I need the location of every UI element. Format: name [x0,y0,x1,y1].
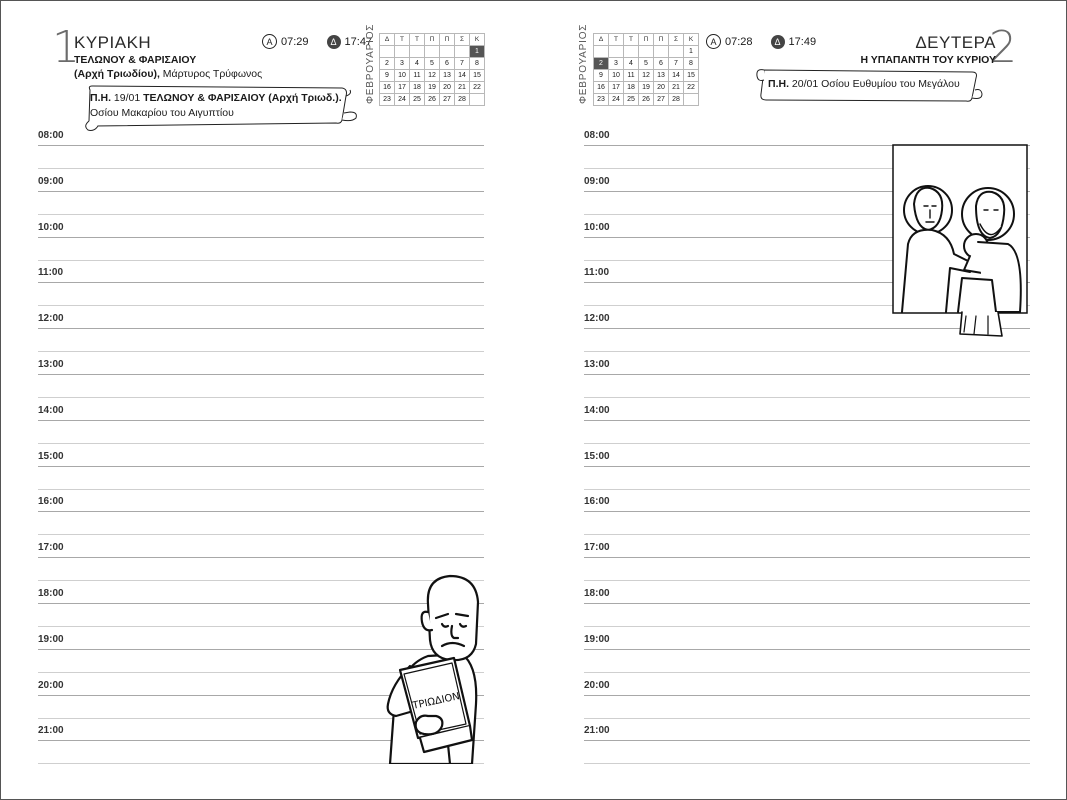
day-name: ΚΥΡΙΑΚΗ [74,33,152,52]
calendar-day-cell: 25 [410,94,425,106]
hour-rule [584,374,1030,375]
sunset-time: 17:47 [344,35,373,48]
hour-slot [38,357,484,403]
calendar-day-cell: 27 [440,94,455,106]
mini-calendar [593,33,699,106]
scroll-date: 19/01 [111,92,144,104]
calendar-day-cell: 22 [470,82,485,94]
calendar-day-cell: 14 [669,70,684,82]
calendar-day-cell: 6 [440,58,455,70]
priest-icon [380,574,480,764]
calendar-day-cell: 6 [654,58,669,70]
calendar-day-cell: 27 [654,94,669,106]
calendar-day-cell: 24 [609,94,624,106]
sunset-icon: Δ [771,35,785,49]
calendar-day-cell: 2 [594,58,609,70]
calendar-day-cell [410,46,425,58]
hour-label: 17:00 [38,542,64,554]
calendar-day-cell: 4 [624,58,639,70]
calendar-weekday-header: Σ [455,34,470,46]
calendar-day-cell: 19 [639,82,654,94]
hour-label: 15:00 [584,450,610,462]
half-hour-rule [38,397,484,398]
feast-subtitle-rest: Μάρτυρος Τρύφωνος [159,68,263,80]
month-label: ΦΕΒΡΟΥΑΡΙΟΣ [578,23,589,104]
calendar-day-cell: 10 [395,70,410,82]
calendar-day-cell: 12 [639,70,654,82]
calendar-day-cell: 7 [455,58,470,70]
scroll-banner [80,82,360,132]
calendar-weekday-header: Τ [395,34,410,46]
priest-illustration [380,574,480,764]
half-hour-rule [38,534,484,535]
hour-label: 08:00 [38,130,64,141]
day-name: ΔΕΥΤΕΡΑ [915,33,996,52]
hour-label: 14:00 [584,404,610,416]
half-hour-rule [584,626,1030,627]
hour-label: 08:00 [584,130,610,141]
hour-rule [584,695,1030,696]
scroll-banner [754,66,984,106]
calendar-weekday-header: Δ [380,34,395,46]
sunrise-icon: Α [262,34,277,49]
calendar-weekday-header: Κ [470,34,485,46]
hour-rule [38,145,484,146]
hour-rule [38,511,484,512]
scroll-line-1 [90,92,342,104]
calendar-day-cell [380,46,395,58]
scroll-line-1 [768,78,960,90]
calendar-day-cell: 21 [455,82,470,94]
hour-rule [38,282,484,283]
half-hour-rule [584,672,1030,673]
calendar-day-cell: 11 [624,70,639,82]
hour-label: 10:00 [584,221,610,233]
hour-rule [38,557,484,558]
hour-slot [38,174,484,220]
hour-label: 15:00 [38,450,64,462]
hour-label: 14:00 [38,404,64,416]
calendar-day-cell [654,46,669,58]
day-number: 2 [989,22,1017,73]
calendar-day-cell: 12 [425,70,440,82]
hour-slot [584,678,1030,724]
hour-rule [38,420,484,421]
presentation-icon-illustration [892,144,1028,338]
hour-rule [38,191,484,192]
half-hour-rule [584,718,1030,719]
calendar-day-cell: 15 [684,70,699,82]
calendar-day-cell: 4 [410,58,425,70]
hour-rule [38,328,484,329]
calendar-day-cell: 26 [425,94,440,106]
calendar-weekday-header: Κ [684,34,699,46]
calendar-day-cell: 11 [410,70,425,82]
half-hour-rule [584,763,1030,764]
calendar-day-cell [669,46,684,58]
hour-label: 21:00 [584,725,610,737]
calendar-weekday-header: Δ [594,34,609,46]
hour-slot [584,449,1030,495]
calendar-day-cell: 17 [609,82,624,94]
calendar-day-cell: 18 [410,82,425,94]
hour-label: 11:00 [38,267,64,279]
sunset-time: 17:49 [788,35,817,48]
feast-subtitle-bold: (Αρχή Τριωδίου), [74,68,160,80]
calendar-day-cell: 15 [470,70,485,82]
scroll-bold: ΤΕΛΩΝΟΥ & ΦΑΡΙΣΑΙΟΥ (Αρχή Τριωδ.). [143,92,342,104]
half-hour-rule [584,443,1030,444]
calendar-day-cell: 19 [425,82,440,94]
hour-label: 09:00 [38,175,64,187]
hour-label: 20:00 [38,679,64,691]
calendar-day-cell: 7 [669,58,684,70]
hour-slot [584,357,1030,403]
hour-slot [584,494,1030,540]
hour-slot [38,403,484,449]
hour-slot [38,311,484,357]
calendar-day-cell [425,46,440,58]
hour-label: 10:00 [38,221,64,233]
day-number: 1 [52,22,80,73]
calendar-day-cell: 16 [594,82,609,94]
sunrise-time: 07:29 [281,35,309,48]
calendar-day-cell: 3 [609,58,624,70]
hour-rule [584,420,1030,421]
scroll-prefix: Π.Η. [768,78,789,90]
calendar-day-cell: 20 [440,82,455,94]
half-hour-rule [38,351,484,352]
presentation-icon [892,144,1028,338]
hour-label: 21:00 [38,725,64,737]
hour-label: 17:00 [584,542,610,554]
hour-slot [38,494,484,540]
calendar-weekday-header: Τ [624,34,639,46]
hour-slot [38,449,484,495]
half-hour-rule [584,351,1030,352]
half-hour-rule [584,397,1030,398]
calendar-day-cell: 14 [455,70,470,82]
calendar-day-cell [684,94,699,106]
calendar-day-cell [594,46,609,58]
hour-rule [584,557,1030,558]
calendar-day-cell [624,46,639,58]
calendar-weekday-header: Τ [410,34,425,46]
hour-slot [38,220,484,266]
hour-label: 12:00 [584,313,610,325]
hour-label: 13:00 [584,358,610,370]
hour-label: 12:00 [38,313,64,325]
sunrise-sunset [262,34,372,49]
calendar-day-cell [440,46,455,58]
book-title: ΤΡΙΩΔΙΟΝ [411,691,461,712]
feast-title: Η ΥΠΑΠΑΝΤΗ ΤΟΥ ΚΥΡΙΟΥ [860,54,996,66]
hour-slot [38,128,484,174]
hour-slot [584,540,1030,586]
feast-title: ΤΕΛΩΝΟΥ & ΦΑΡΙΣΑΙΟΥ [74,54,197,66]
hour-label: 16:00 [38,496,64,508]
calendar-day-cell [609,46,624,58]
right-page [534,0,1067,800]
hour-label: 09:00 [584,175,610,187]
hour-rule [38,237,484,238]
calendar-day-cell: 5 [425,58,440,70]
hour-slot [584,586,1030,632]
hour-slot [584,723,1030,769]
calendar-day-cell: 21 [669,82,684,94]
mini-calendar [379,33,485,106]
hour-label: 20:00 [584,679,610,691]
calendar-day-cell: 16 [380,82,395,94]
half-hour-rule [584,534,1030,535]
calendar-day-cell: 22 [684,82,699,94]
scroll-prefix: Π.Η. [90,92,111,104]
hour-slot [38,265,484,311]
hour-label: 11:00 [584,267,610,279]
hour-label: 18:00 [584,587,610,599]
calendar-day-cell: 24 [395,94,410,106]
calendar-day-cell: 18 [624,82,639,94]
calendar-day-cell [395,46,410,58]
calendar-day-cell: 8 [684,58,699,70]
half-hour-rule [584,489,1030,490]
sunrise-sunset [706,34,816,49]
hour-slot [584,632,1030,678]
hour-rule [38,374,484,375]
hour-label: 13:00 [38,358,64,370]
calendar-weekday-header: Π [425,34,440,46]
calendar-day-cell: 8 [470,58,485,70]
calendar-weekday-header: Π [654,34,669,46]
sunset-icon: Δ [327,35,341,49]
calendar-weekday-header: Τ [609,34,624,46]
left-page [0,0,533,800]
calendar-day-cell: 10 [609,70,624,82]
hour-rule [38,466,484,467]
half-hour-rule [38,168,484,169]
hour-rule [584,649,1030,650]
calendar-weekday-header: Π [440,34,455,46]
hour-rule [584,511,1030,512]
month-label: ΦΕΒΡΟΥΑΡΙΟΣ [365,23,376,104]
calendar-day-cell: 5 [639,58,654,70]
hour-rule [584,740,1030,741]
calendar-day-cell: 9 [380,70,395,82]
calendar-day-cell: 25 [624,94,639,106]
calendar-day-cell: 13 [654,70,669,82]
half-hour-rule [38,489,484,490]
hour-label: 18:00 [38,587,64,599]
calendar-day-cell: 23 [594,94,609,106]
calendar-day-cell: 28 [455,94,470,106]
calendar-weekday-header: Π [639,34,654,46]
scroll-text: 20/01 Οσίου Ευθυμίου του Μεγάλου [789,78,960,90]
sunrise-time: 07:28 [725,35,753,48]
hour-label: 16:00 [584,496,610,508]
half-hour-rule [38,260,484,261]
hour-rule [584,603,1030,604]
hour-slot [584,403,1030,449]
calendar-day-cell: 23 [380,94,395,106]
calendar-day-cell: 26 [639,94,654,106]
sunrise-icon: Α [706,34,721,49]
calendar-weekday-header: Σ [669,34,684,46]
hour-rule [584,466,1030,467]
calendar-day-cell: 13 [440,70,455,82]
scroll-line-2: Οσίου Μακαρίου του Αιγυπτίου [90,107,234,119]
half-hour-rule [584,580,1030,581]
calendar-day-cell [455,46,470,58]
calendar-day-cell: 3 [395,58,410,70]
calendar-day-cell: 20 [654,82,669,94]
calendar-day-cell: 9 [594,70,609,82]
calendar-day-cell: 1 [684,46,699,58]
calendar-day-cell [470,94,485,106]
half-hour-rule [38,305,484,306]
calendar-day-cell: 28 [669,94,684,106]
calendar-day-cell: 1 [470,46,485,58]
hour-label: 19:00 [584,633,610,645]
half-hour-rule [38,443,484,444]
hour-label: 19:00 [38,633,64,645]
calendar-day-cell: 2 [380,58,395,70]
half-hour-rule [38,214,484,215]
feast-subtitle [74,68,262,80]
calendar-day-cell [639,46,654,58]
calendar-day-cell: 17 [395,82,410,94]
